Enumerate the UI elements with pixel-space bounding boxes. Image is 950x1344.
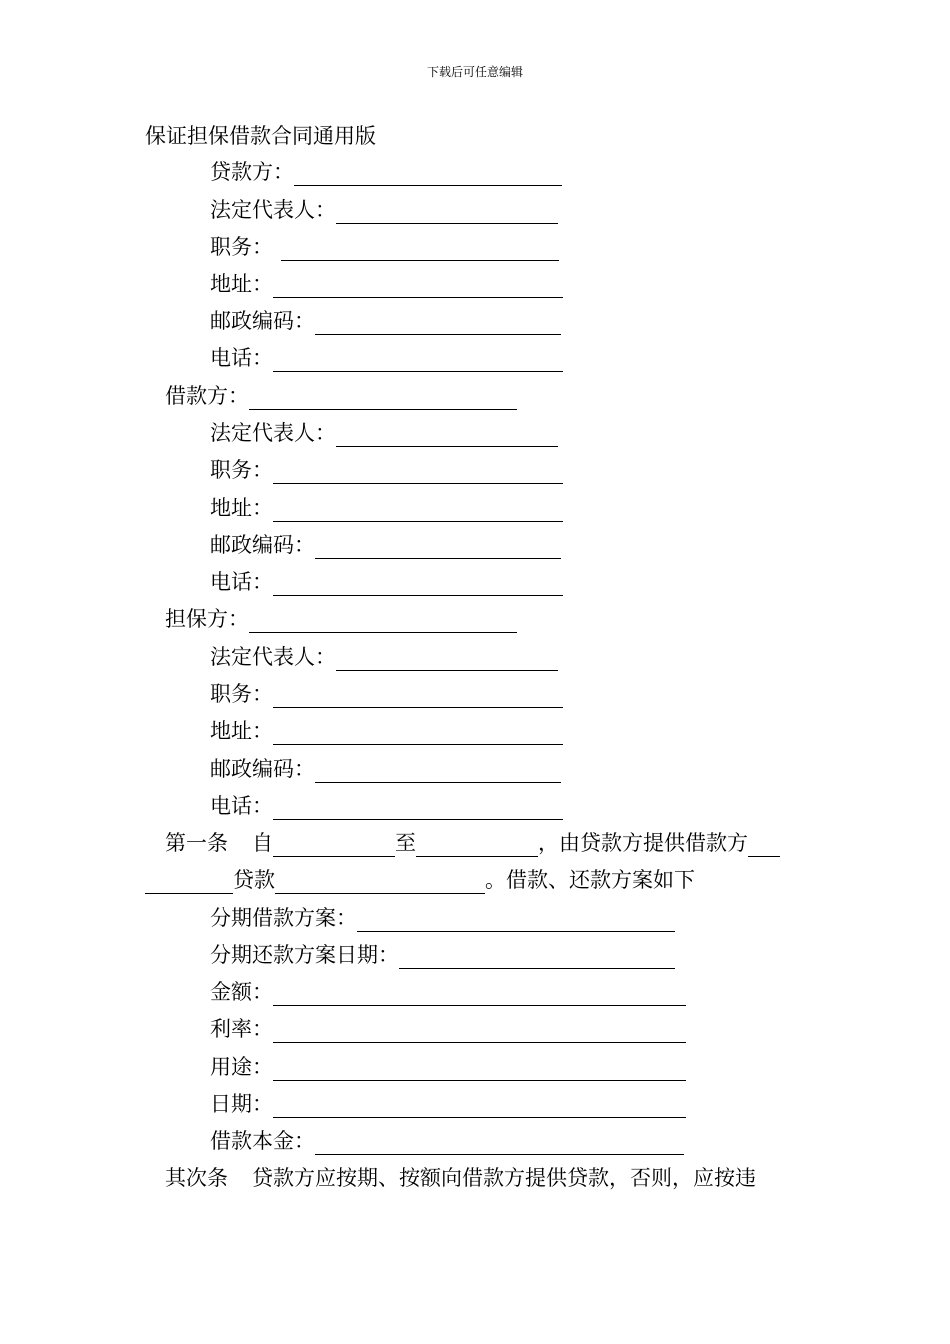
borrower-legal-rep-line: 法定代表人： (210, 419, 558, 447)
purpose-blank[interactable] (273, 1058, 686, 1081)
guarantor-position-line: 职务： (210, 680, 563, 708)
lender-address-blank[interactable] (273, 275, 563, 298)
document-title: 保证担保借款合同通用版 (145, 124, 376, 148)
lender-address-line: 地址： (210, 270, 563, 298)
borrower-address-blank[interactable] (273, 499, 563, 522)
principal-blank[interactable] (315, 1132, 684, 1155)
installment-repay-date-line: 分期还款方案日期： (210, 941, 675, 969)
lender-phone-line: 电话： (210, 344, 563, 372)
borrower-phone-line: 电话： (210, 568, 563, 596)
guarantor-postcode-line: 邮政编码： (210, 755, 561, 783)
lender-line: 贷款方： (210, 158, 562, 186)
lender-position-blank[interactable] (281, 238, 559, 261)
installment-loan-blank[interactable] (357, 909, 675, 932)
lender-phone-blank[interactable] (273, 349, 563, 372)
purpose-line: 用途： (210, 1053, 686, 1081)
borrower-blank[interactable] (249, 387, 517, 410)
lender-blank[interactable] (294, 163, 562, 186)
guarantor-address-line: 地址： (210, 717, 563, 745)
lender-legal-rep-blank[interactable] (336, 201, 558, 224)
rate-line: 利率： (210, 1015, 686, 1043)
guarantor-phone-blank[interactable] (273, 797, 563, 820)
rate-blank[interactable] (273, 1020, 686, 1043)
lender-postcode-line: 邮政编码： (210, 307, 561, 335)
borrower-position-blank[interactable] (273, 461, 563, 484)
guarantor-legal-rep-blank[interactable] (336, 648, 558, 671)
guarantor-address-blank[interactable] (273, 722, 563, 745)
guarantor-phone-line: 电话： (210, 792, 563, 820)
end-date-blank[interactable] (416, 834, 538, 857)
installment-repay-date-blank[interactable] (399, 946, 675, 969)
amount-blank[interactable] (273, 983, 686, 1006)
guarantor-blank[interactable] (249, 610, 517, 633)
guarantor-line: 担保方： (165, 605, 517, 633)
borrower-position-line: 职务： (210, 456, 563, 484)
borrower-address-line: 地址： (210, 494, 563, 522)
article1-line: 第一条 自 至 ，由贷款方提供借款方 (165, 829, 780, 857)
loan-recipient-blank-cont[interactable] (145, 871, 233, 894)
installment-loan-line: 分期借款方案： (210, 904, 675, 932)
borrower-legal-rep-blank[interactable] (336, 424, 558, 447)
guarantor-postcode-blank[interactable] (315, 760, 561, 783)
lender-position-line: 职务： (210, 233, 559, 261)
borrower-phone-blank[interactable] (273, 573, 563, 596)
guarantor-position-blank[interactable] (273, 685, 563, 708)
borrower-postcode-line: 邮政编码： (210, 531, 561, 559)
borrower-postcode-blank[interactable] (315, 536, 561, 559)
principal-line: 借款本金： (210, 1127, 684, 1155)
lender-legal-rep-line: 法定代表人： (210, 196, 558, 224)
date-line: 日期： (210, 1090, 686, 1118)
lender-postcode-blank[interactable] (315, 312, 561, 335)
borrower-line: 借款方： (165, 382, 517, 410)
amount-line: 金额： (210, 978, 686, 1006)
date-blank[interactable] (273, 1095, 686, 1118)
header-note: 下载后可任意编辑 (426, 65, 523, 79)
start-date-blank[interactable] (273, 834, 395, 857)
loan-recipient-blank[interactable] (748, 834, 780, 857)
loan-amount-blank[interactable] (275, 871, 485, 894)
article2-line: 其次条 贷款方应按期、按额向借款方提供贷款，否则，应按违 (165, 1166, 756, 1190)
guarantor-legal-rep-line: 法定代表人： (210, 643, 558, 671)
article1-line-2: 贷款 。借款、还款方案如下 (145, 866, 695, 894)
